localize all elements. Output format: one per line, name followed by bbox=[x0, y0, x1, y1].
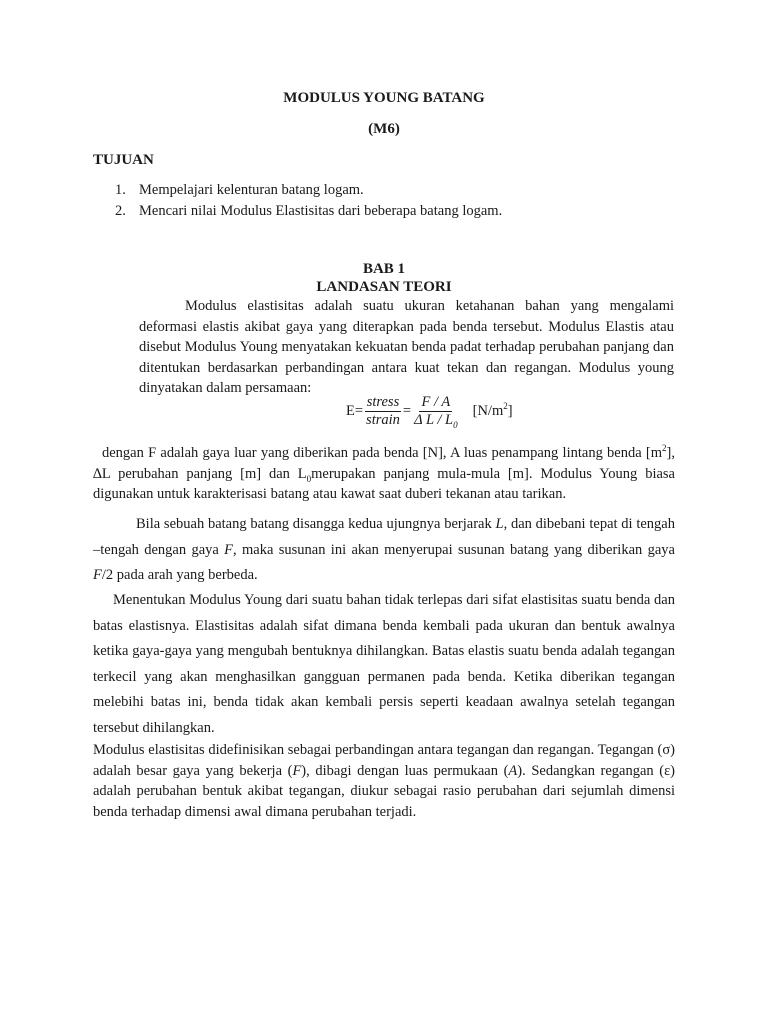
rod-text-3: , maka susunan ini akan menyerupai susunan batang yang diberikan gaya bbox=[233, 541, 675, 558]
goal-item bbox=[93, 201, 693, 222]
goal-text: Mempelajari kelenturan batang logam. bbox=[139, 182, 364, 198]
young-modulus-formula bbox=[346, 392, 513, 430]
fraction-denominator bbox=[412, 412, 460, 429]
formula-unit bbox=[472, 400, 513, 420]
document-title: MODULUS YOUNG BATANG bbox=[283, 90, 485, 106]
rod-text-2: , dan dibebani tepat di tengah –tengah dengan gaya bbox=[93, 516, 675, 558]
definition-subscript: 0 bbox=[306, 473, 312, 484]
stress-text-2: ), dibagi dengan luas permukaan ( bbox=[301, 762, 509, 779]
stress-text-1: Modulus elastisitas didefinisikan sebagai perbandingan antara tegangan dan regangan. Tegangan (σ) adalah besar gaya yang bekerja ( bbox=[93, 742, 675, 779]
stress-var-f: F bbox=[292, 762, 302, 779]
rod-paragraph bbox=[93, 512, 675, 589]
stress-paragraph bbox=[93, 740, 675, 822]
stress-strain-fraction bbox=[364, 394, 402, 429]
goal-item bbox=[93, 180, 693, 201]
denominator-text: Δ L / L bbox=[414, 411, 454, 428]
chapter-number: BAB 1 bbox=[362, 261, 406, 277]
goal-text: Mencari nilai Modulus Elastisitas dari beberapa batang logam. bbox=[139, 203, 503, 219]
stress-text-3: ). Sedangkan regangan (ε) adalah perubahan bentuk akibat tegangan, diukur sebagai rasio perubahan dari sejumlah dimensi benda terhadap dimensi awal dimana perubahan terjadi. bbox=[93, 762, 676, 820]
fraction-numerator: stress bbox=[366, 393, 400, 410]
document-code: (M6) bbox=[368, 121, 400, 137]
rod-text-1: Bila sebuah batang batang disangga kedua ujungnya berjarak bbox=[136, 516, 496, 532]
unit-text: [N/m bbox=[472, 402, 504, 419]
goal-number: 2. bbox=[115, 203, 126, 219]
theory-text: Modulus elastisitas adalah suatu ukuran ketahanan bahan yang mengalami deformasi elastis akibat gaya yang diterapkan pada benda tersebut. Modulus Elastis atau disebut Modulus Young menyatakan kekuatan benda padat terhadap perubahan panjang dan ditentukan berdasarkan perbandingan antara kuat tekan dan regangan. Modulus young dinyatakan dalam persamaan: bbox=[139, 298, 674, 396]
force-area-fraction bbox=[412, 394, 460, 429]
definition-paragraph bbox=[93, 443, 675, 505]
fraction-numerator: F / A bbox=[421, 393, 451, 410]
unit-superscript: 2 bbox=[503, 400, 508, 411]
fraction-denominator: strain bbox=[366, 411, 400, 428]
definition-text-3: merupakan panjang mula-mula [m]. Modulus Young biasa digunakan untuk karakterisasi batang atau kawat saat duberi tekanan atau tarikan. bbox=[93, 465, 675, 502]
young-paragraph bbox=[93, 588, 675, 741]
rod-var-f: F bbox=[224, 541, 234, 558]
rod-text-4: /2 pada arah yang berbeda. bbox=[101, 567, 258, 583]
goals-heading: TUJUAN bbox=[93, 152, 154, 168]
goal-number: 1. bbox=[115, 182, 126, 198]
denominator-subscript: 0 bbox=[453, 419, 458, 430]
unit-close: ] bbox=[507, 402, 513, 419]
stress-var-a: A bbox=[508, 762, 518, 779]
chapter-title: LANDASAN TEORI bbox=[316, 279, 452, 295]
definition-superscript: 2 bbox=[662, 443, 667, 454]
theory-paragraph bbox=[139, 296, 674, 399]
definition-text-1: dengan F adalah gaya luar yang diberikan pada benda [N], A luas penampang lintang benda [m bbox=[102, 445, 663, 461]
goals-list bbox=[93, 180, 693, 222]
rod-var-f2: F bbox=[93, 567, 102, 583]
definition-text-2: ], ∆L perubahan panjang [m] dan L bbox=[93, 445, 675, 482]
formula-equals: = bbox=[402, 402, 412, 419]
rod-var-l: L bbox=[495, 516, 504, 532]
formula-lhs: E= bbox=[346, 402, 364, 419]
young-text: Menentukan Modulus Young dari suatu bahan tidak terlepas dari sifat elastisitas suatu benda dan batas elastisnya. Elastisitas adalah sifat dimana benda kembali pada ukuran dan bentuk awalnya ketika gaya-gaya yang mengubah bentuknya dihilangkan. Batas elastis suatu benda adalah tegangan terkecil yang akan menghasilkan gangguan permanen pada benda. Ketika diberikan tegangan melebihi batas ini, benda tidak akan kembali persis seperti keadaan awalnya setelah tegangan tersebut dihilangkan. bbox=[93, 592, 675, 736]
